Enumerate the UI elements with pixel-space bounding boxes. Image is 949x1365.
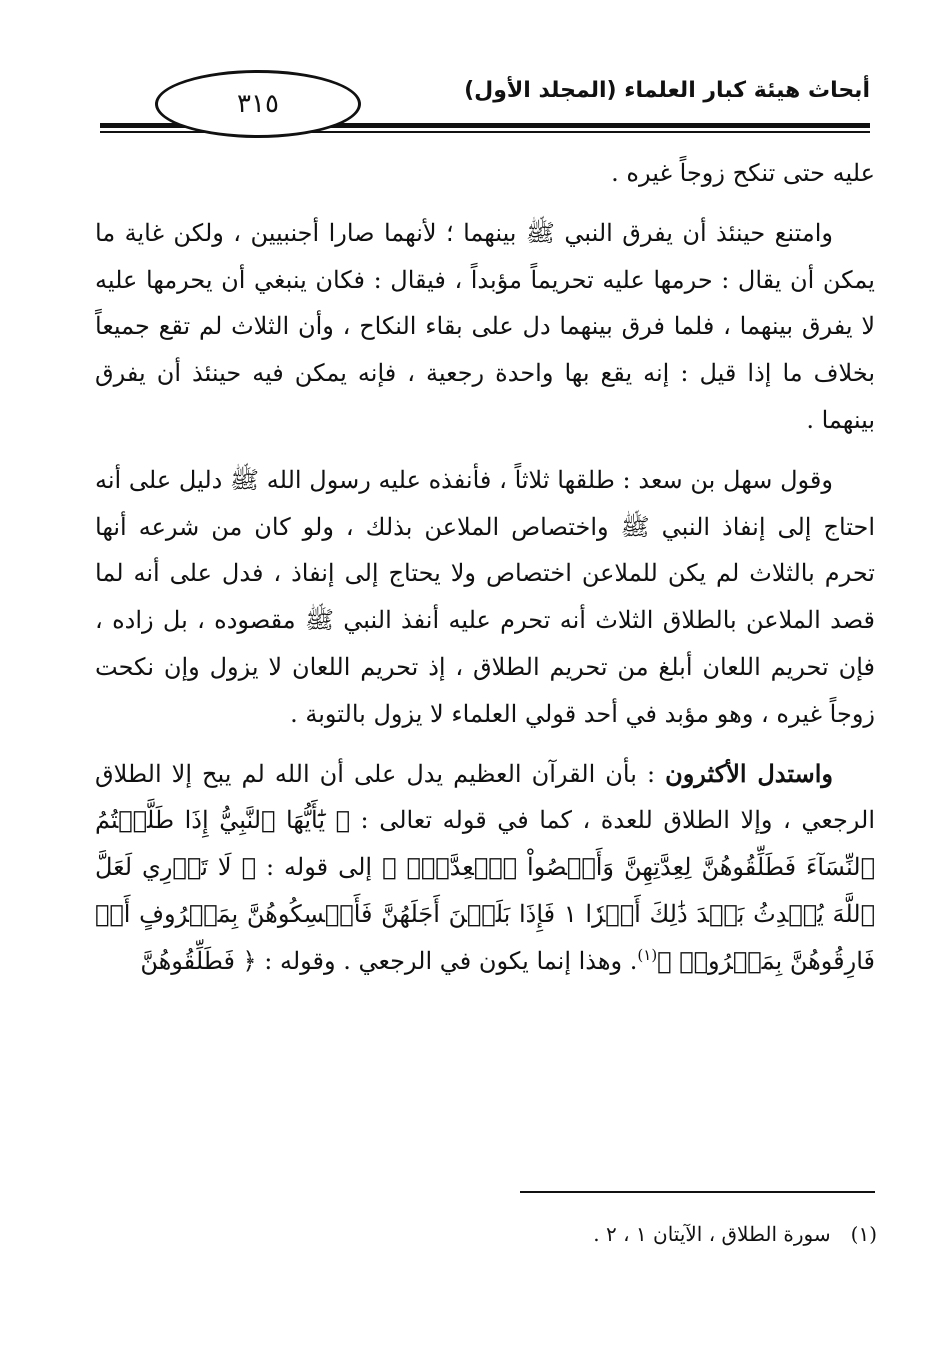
footnote-reference: (١) xyxy=(637,945,658,964)
page-header xyxy=(100,70,870,140)
paragraph-4-lead: واستدل الأكثرون xyxy=(665,758,833,788)
paragraph-2: وامتنع حينئذ أن يفرق النبي ﷺ بينهما ؛ لأنهما صارا أجنبيين ، ولكن غاية ما يمكن أن يقال : حرمها عليه تحريماً مؤبداً ، فيقال : فكان ينبغي أن يحرمها عليه لا يفرق بينهما ، فلما فرق بينهما دل على بقاء النكاح ، وأن الثلاث لم تقع جميعاً بخلاف ما إذا قيل : إنه يقع بها واحدة رجعية ، فإنه يمكن فيه حينئذ أن يفرق بينهما . xyxy=(95,218,875,434)
paragraph-3: وقول سهل بن سعد : طلقها ثلاثاً ، فأنفذه عليه رسول الله ﷺ دليل على أنه احتاج إلى إنفاذ النبي ﷺ واختصاص الملاعن بذلك ، ولو كان من شرعه أنها تحرم بالثلاث لم يكن للملاعن اختصاص ولا يحتاج إلى إنفاذ ، فدل على أنه لما قصد الملاعن بالطلاق الثلاث أنه تحرم عليه أنفذ النبي ﷺ مقصوده ، بل زاده ، فإن تحريم اللعان أبلغ من تحريم الطلاق ، إذ تحريم اللعان لا يزول وإن نكحت زوجاً غيره ، وهو مؤبد في أحد قولي العلماء لا يزول بالتوبة . xyxy=(95,465,876,728)
page-number: ٣١٥ xyxy=(237,89,279,119)
body-text xyxy=(95,150,875,998)
footnote xyxy=(593,1222,877,1246)
paragraph-1: عليه حتى تنكح زوجاً غيره . xyxy=(611,159,875,187)
footnote-number: (١) xyxy=(850,1222,877,1246)
footnote-rule xyxy=(520,1191,875,1193)
paragraph-4-tail: . وهذا إنما يكون في الرجعي . وقوله : ﴿ فَطَلِّقُوهُنَّ xyxy=(140,946,638,975)
footnote-text: سورة الطلاق ، الآيتان ١ ، ٢ . xyxy=(593,1222,831,1246)
paragraph-4-text: : بأن القرآن العظيم يدل على أن الله لم يبح إلا الطلاق الرجعي ، وإلا الطلاق للعدة ، كما في قوله تعالى : ﴿ يَٰٓأَيُّهَا ٱلنَّبِيُّ إِذَا طَلَّقۡتُمُ ٱلنِّسَآءَ فَطَلِّقُوهُنَّ لِعِدَّتِهِنَّ وَأَحۡصُواْ ٱلۡعِدَّةَۖ ﴾ إلى قوله : ﴿ لَا تَدۡرِي لَعَلَّ ٱللَّهَ يُحۡدِثُ بَعۡدَ ذَٰلِكَ أَمۡرٗا ١ فَإِذَا بَلَغۡنَ أَجَلَهُنَّ فَأَمۡسِكُوهُنَّ بِمَعۡرُوفٍ أَوۡ فَارِقُوهُنَّ بِمَعۡرُوفٖ ﴾ xyxy=(95,759,876,975)
book-title: أبحاث هيئة كبار العلماء (المجلد الأول) xyxy=(464,78,870,103)
page-number-oval xyxy=(155,70,361,138)
paragraph-4 xyxy=(95,751,875,985)
